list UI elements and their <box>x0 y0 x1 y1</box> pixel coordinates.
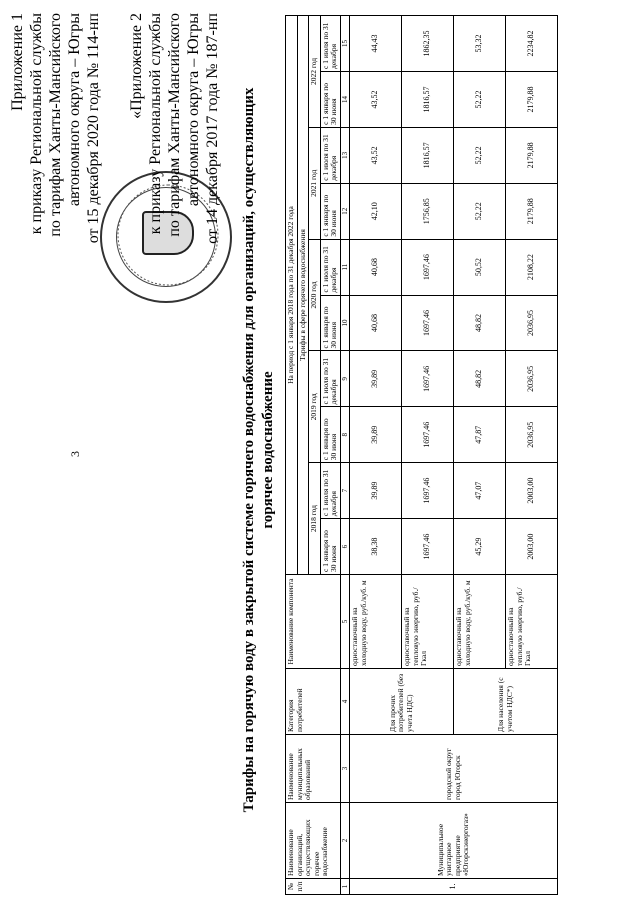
tariff-value: 1756,85 <box>402 183 454 239</box>
tariff-value: 40,68 <box>350 295 402 351</box>
tariff-value: 2003,00 <box>506 519 558 575</box>
tariff-value: 40,68 <box>350 239 402 295</box>
half-year-header: с 1 июля по 31 декабря <box>320 351 340 407</box>
tariffs-header: Тарифы в сфере горячего водоснабжения <box>297 16 309 575</box>
row-number: 1. <box>350 879 558 895</box>
column-index: 4 <box>340 669 350 735</box>
half-year-header: с 1 января по 30 июня <box>320 183 340 239</box>
approval-line: автономного округа – Югры <box>185 13 202 207</box>
tariff-value: 1697,46 <box>402 407 454 463</box>
approval-line: к приказу Региональной службы <box>28 13 45 235</box>
approval-line: «Приложение 2 <box>128 13 145 119</box>
col-header-org: Наименование организаций, осуществляющих горячее водоснабжение <box>286 803 341 879</box>
tariff-value: 52,22 <box>454 183 506 239</box>
approval-line: от 14 декабря 2017 года № 187-нп <box>204 13 221 244</box>
tariff-value: 39,89 <box>350 351 402 407</box>
half-year-header: с 1 января по 30 июня <box>320 295 340 351</box>
half-year-header: с 1 января по 30 июня <box>320 407 340 463</box>
tariff-value: 1697,46 <box>402 519 454 575</box>
tariff-value: 2234,82 <box>506 16 558 72</box>
half-year-header: с 1 января по 30 июня <box>320 71 340 127</box>
column-index: 7 <box>340 463 350 519</box>
column-index: 8 <box>340 407 350 463</box>
year-header: 2018 год <box>309 463 321 575</box>
tariff-value: 2108,22 <box>506 239 558 295</box>
col-header-municipality: Наименование муниципальных образований <box>286 735 341 803</box>
col-header-component: Наименование компонента <box>286 575 341 669</box>
component-cell: одноставочный на тепловую энергию, руб./Гкал <box>506 575 558 669</box>
approval-line: по тарифам Ханты-Мансийского <box>47 13 64 237</box>
half-year-header: с 1 января по 30 июня <box>320 519 340 575</box>
column-index: 10 <box>340 295 350 351</box>
column-index: 5 <box>340 575 350 669</box>
category-cell: Для прочих потребителей (без учета НДС) <box>350 669 454 735</box>
tariff-value: 1697,46 <box>402 295 454 351</box>
tariff-value: 42,10 <box>350 183 402 239</box>
approval-line: автономного округа – Югры <box>66 13 83 207</box>
title-line: горячее водоснабжение <box>260 371 276 529</box>
period-header: На период с 1 января 2018 года по 31 декабря 2022 года <box>286 16 298 575</box>
year-header: 2019 год <box>309 351 321 463</box>
title-line: Тарифы на горячую воду в закрытой системе горячего водоснабжения для организаций, осуществляющих <box>241 87 257 813</box>
column-index: 6 <box>340 519 350 575</box>
tariff-value: 47,07 <box>454 463 506 519</box>
municipality-cell: городской округ город Югорск <box>350 735 558 803</box>
half-year-header: с 1 июля по 31 декабря <box>320 16 340 72</box>
tariff-value: 43,52 <box>350 71 402 127</box>
component-cell: одноставочный на холодную воду, руб./куб. м <box>350 575 402 669</box>
tariff-value: 2036,95 <box>506 351 558 407</box>
approval-line: от 15 декабря 2020 года № 114-нп <box>85 13 102 244</box>
year-header: 2021 год <box>309 127 321 239</box>
document-title <box>240 35 278 865</box>
tariff-value: 2036,95 <box>506 407 558 463</box>
tariff-value: 47,87 <box>454 407 506 463</box>
tariff-value: 38,38 <box>350 519 402 575</box>
half-year-header: с 1 июля по 31 декабря <box>320 463 340 519</box>
tariff-table <box>285 15 558 895</box>
approval-line: по тарифам Ханты-Мансийского <box>166 13 183 237</box>
column-index: 3 <box>340 735 350 803</box>
tariff-value: 48,82 <box>454 295 506 351</box>
tariff-value: 2179,88 <box>506 127 558 183</box>
col-header-no: № п/п <box>286 879 341 895</box>
tariff-value: 1697,46 <box>402 239 454 295</box>
tariff-value: 1816,57 <box>402 71 454 127</box>
column-index: 12 <box>340 183 350 239</box>
approval-line: к приказу Региональной службы <box>147 13 164 235</box>
column-index: 9 <box>340 351 350 407</box>
tariff-value: 39,89 <box>350 463 402 519</box>
tariff-value: 1697,46 <box>402 351 454 407</box>
half-year-header: с 1 июля по 31 декабря <box>320 127 340 183</box>
tariff-value: 53,32 <box>454 16 506 72</box>
component-cell: одноставочный на тепловую энергию, руб./Гкал <box>402 575 454 669</box>
half-year-header: с 1 июля по 31 декабря <box>320 239 340 295</box>
column-index: 1 <box>340 879 350 895</box>
page-number: 3 <box>68 451 82 457</box>
tariff-value: 2179,88 <box>506 71 558 127</box>
year-header: 2022 год <box>309 16 321 128</box>
tariff-value: 52,22 <box>454 71 506 127</box>
year-header: 2020 год <box>309 239 321 351</box>
tariff-value: 39,89 <box>350 407 402 463</box>
tariff-value: 50,52 <box>454 239 506 295</box>
column-index: 11 <box>340 239 350 295</box>
approval-line: Приложение 1 <box>9 13 26 111</box>
tariff-value: 1816,57 <box>402 127 454 183</box>
tariff-value: 2003,00 <box>506 463 558 519</box>
tariff-value: 1862,35 <box>402 16 454 72</box>
tariff-value: 43,52 <box>350 127 402 183</box>
tariff-value: 2179,88 <box>506 183 558 239</box>
tariff-value: 52,22 <box>454 127 506 183</box>
tariff-value: 45,29 <box>454 519 506 575</box>
tariff-value: 48,82 <box>454 351 506 407</box>
approval-block <box>8 13 222 293</box>
category-cell: Для населения (с учетом НДС*) <box>454 669 558 735</box>
tariff-value: 1697,46 <box>402 463 454 519</box>
column-index: 2 <box>340 803 350 879</box>
column-index: 14 <box>340 71 350 127</box>
tariff-value: 44,43 <box>350 16 402 72</box>
tariff-value: 2036,95 <box>506 295 558 351</box>
column-index: 13 <box>340 127 350 183</box>
org-name-cell: Муниципальное унитарное предприятие «Югорскэнергогаз» <box>350 803 558 879</box>
table-row <box>350 16 402 895</box>
col-header-category: Категория потребителей <box>286 669 341 735</box>
column-index: 15 <box>340 16 350 72</box>
component-cell: одноставочный на холодную воду, руб./куб. м <box>454 575 506 669</box>
column-index-row <box>340 16 350 895</box>
